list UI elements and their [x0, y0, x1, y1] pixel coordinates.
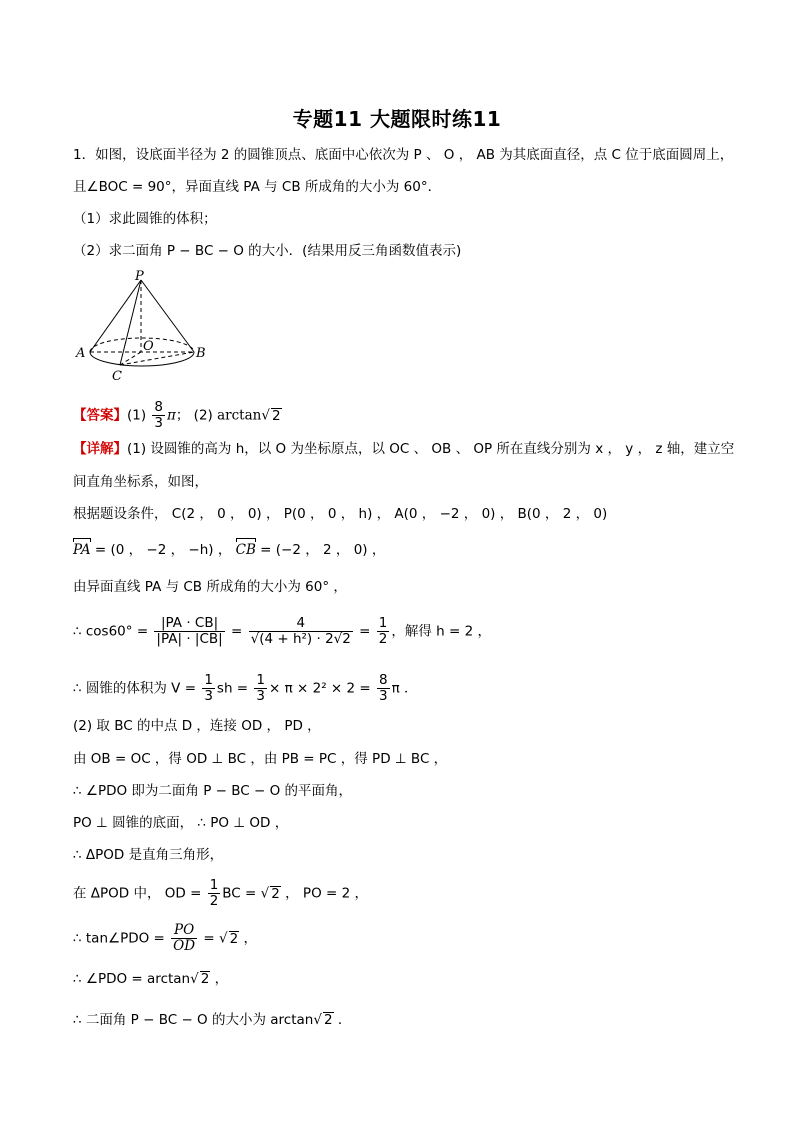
volume-frac-1 — [202, 673, 215, 704]
cos-fraction-2 — [249, 616, 353, 647]
tan-fn: PO — [171, 923, 197, 939]
volume-frac-2 — [254, 673, 267, 704]
angle-lead: ∴ ∠PDO = arctan — [73, 971, 191, 987]
question-part-1: （1）求此圆锥的体积； — [73, 211, 217, 227]
detail-tag: 【详解】 — [73, 441, 127, 457]
answer-line: 【答案】(1) $\frac{8}{3}$ π； (2) arctan√ 2 — [73, 399, 281, 431]
detail-line-14: ∴ tan∠PDO = $\frac{PO}{OD}$ = √ 2 ， — [73, 922, 257, 954]
question-part-2: （2）求二面角 P − BC − O 的大小．(结果用反三角函数值表示) — [73, 243, 462, 259]
answer-part1-prefix: (1) — [127, 407, 147, 424]
cos-lead: ∴ cos60° = — [73, 623, 153, 640]
volume-f1d: 3 — [204, 688, 213, 704]
volume-f3d: 3 — [379, 688, 388, 704]
od-b: BC = — [222, 885, 261, 902]
angle-c: ， — [210, 971, 229, 987]
answer-sep: ； (2) — [175, 407, 213, 424]
volume-d: π ． — [391, 680, 418, 697]
volume-f2n: 1 — [256, 672, 265, 688]
final-sqrt: 2 — [323, 1012, 333, 1028]
tan-c: ， — [239, 930, 257, 947]
cos-num-1: |PA · CB| — [154, 616, 224, 632]
cos-den-1: |PA| · |CB| — [156, 631, 223, 647]
answer-fraction — [152, 400, 165, 431]
label-o: O — [143, 339, 154, 354]
detail-line-7 — [73, 673, 418, 704]
cos-end: ，解得 h = 2 ， — [391, 623, 491, 640]
detail-line-3: 根据题设条件， C(2 ， 0 ， 0) ， P(0 ， 0 ， h) ， A(0 ， −2 ， 0) ， B(0 ， 2 ， 0) — [73, 506, 608, 522]
tan-frac — [171, 923, 197, 954]
detail-line-8: (2) 取 BC 的中点 D ，连接 OD ， PD ， — [73, 718, 321, 734]
tan-lead: ∴ tan∠PDO = — [73, 930, 170, 947]
cos-fraction-1 — [154, 616, 224, 647]
volume-lead: ∴ 圆锥的体积为 V = — [73, 680, 201, 697]
final-c: ． — [333, 1012, 352, 1028]
od-sqrt: 2 — [271, 885, 280, 902]
tan-fd: OD — [173, 938, 196, 954]
volume-f2d: 3 — [256, 688, 265, 704]
detail-line-9: 由 OB = OC ，得 OD ⊥ BC ，由 PB = PC ，得 PD ⊥ BC ， — [73, 751, 448, 767]
detail-line-2: 间直角坐标系，如图， — [73, 474, 208, 490]
cos-num-3: 1 — [378, 615, 388, 631]
cos-fraction-3 — [377, 616, 390, 647]
answer-pi: π — [167, 407, 176, 424]
volume-frac-3 — [377, 673, 390, 704]
answer-sqrt: 2 — [271, 407, 281, 424]
od-c: ， PO = 2 ， — [280, 885, 368, 902]
detail-line-4 — [73, 541, 385, 559]
cos-den-3: 2 — [378, 631, 388, 647]
detail-line-10: ∴ ∠PDO 即为二面角 P − BC − O 的平面角， — [73, 783, 353, 799]
detail-line-1 — [73, 440, 734, 458]
tan-b: = — [199, 930, 219, 947]
question-line-1: 1．如图，设底面半径为 2 的圆锥顶点、底面中心依次为 P 、 O ， AB 为其底面直径，点 C 位于底面圆周上， — [73, 147, 734, 163]
detail-line-15: ∴ ∠PDO = arctan√ 2 ， — [73, 971, 229, 987]
od-frac — [208, 878, 221, 909]
cos-eq-1: = — [226, 623, 247, 640]
tan-sqrt: 2 — [229, 930, 239, 947]
vector-pa: PA — [73, 542, 91, 558]
od-fn: 1 — [209, 877, 219, 893]
detail-line-13: 在 ΔPOD 中， OD = $\frac{1}{2}$ BC = √ 2 ， PO = 2 ， — [73, 877, 368, 909]
label-b: B — [196, 346, 206, 361]
label-a: A — [76, 346, 86, 361]
label-c: C — [112, 369, 122, 384]
detail-line-6 — [73, 616, 491, 647]
volume-c: × π × 2² × 2 = — [268, 680, 375, 697]
vector-cb: CB — [235, 542, 256, 558]
question-line-2: 且∠BOC = 90°，异面直线 PA 与 CB 所成角的大小为 60°． — [73, 179, 442, 195]
detail-line-5: 由异面直线 PA 与 CB 所成角的大小为 60° ， — [73, 579, 347, 595]
detail-line-12: ∴ ΔPOD 是直角三角形， — [73, 847, 224, 863]
detail-line-11: PO ⊥ 圆锥的底面， ∴ PO ⊥ OD ， — [73, 815, 289, 831]
detail-line-16: ∴ 二面角 P − BC − O 的大小为 arctan√ 2 ． — [73, 1012, 352, 1028]
detail-text-1: (1) 设圆锥的高为 h，以 O 为坐标原点，以 OC 、 OB 、 OP 所在直线分别为 x ， y ， z 轴，建立空 — [127, 441, 735, 457]
answer-den: 3 — [154, 415, 164, 431]
angle-sqrt: 2 — [200, 971, 210, 987]
answer-tag: 【答案】 — [73, 407, 127, 424]
cos-eq-2: = — [354, 623, 375, 640]
label-p: P — [135, 269, 144, 284]
page-title: 专题11 大题限时练11 — [292, 107, 502, 131]
cos-num-2: 4 — [249, 616, 353, 632]
answer-arctan: arctan — [217, 407, 262, 424]
volume-b: sh = — [216, 680, 253, 697]
cos-den-2: √(4 + h²) · 2√2 — [250, 631, 351, 647]
od-lead: 在 ΔPOD 中， OD = — [73, 885, 206, 902]
od-fd: 2 — [209, 893, 219, 909]
vector-cb-value: = (−2 ， 2 ， 0) ， — [255, 542, 386, 558]
final-lead: ∴ 二面角 P − BC − O 的大小为 arctan — [73, 1012, 314, 1028]
vector-pa-value: = (0 ， −2 ， −h) ， — [90, 542, 236, 558]
cone-figure — [72, 268, 212, 388]
volume-f1n: 1 — [204, 672, 213, 688]
volume-f3n: 8 — [379, 672, 388, 688]
answer-num: 8 — [154, 399, 164, 415]
